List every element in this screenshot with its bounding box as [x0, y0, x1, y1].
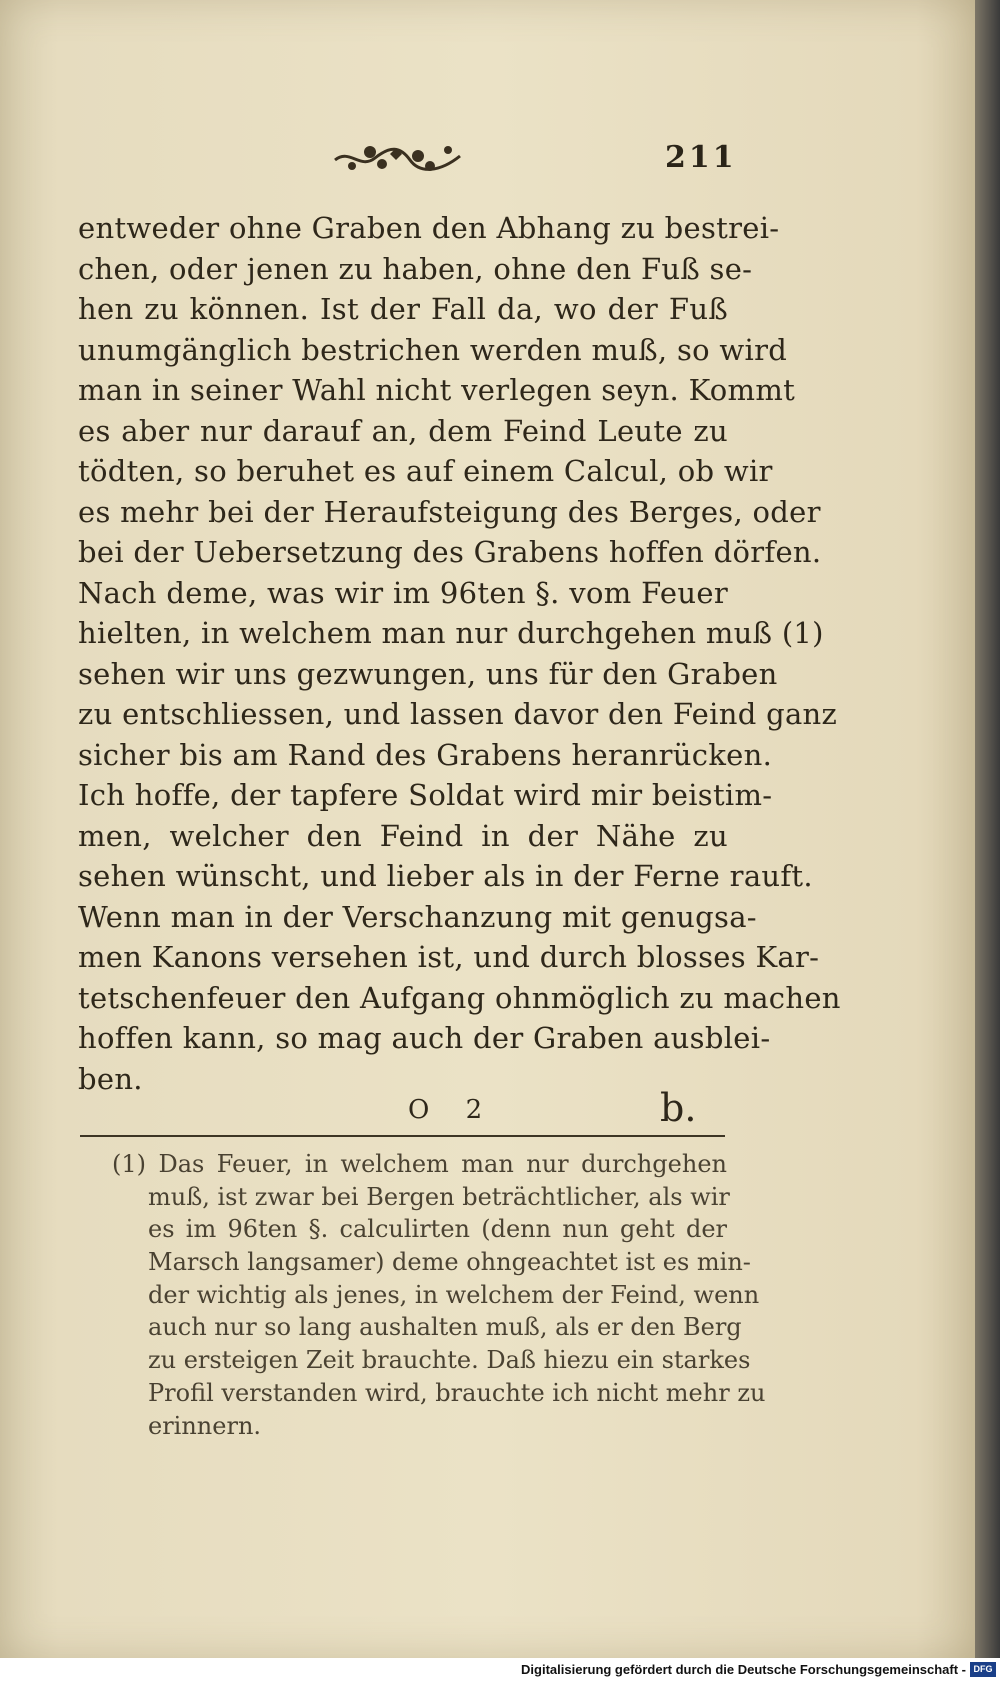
- text-line: men, welcher den Feind in der Nähe zu: [78, 818, 728, 853]
- text-line: ben.: [78, 1061, 143, 1096]
- text-line: Nach deme, was wir im 96ten §. vom Feuer: [78, 575, 728, 610]
- text-line: hoffen kann, so mag auch der Graben ausblei-: [78, 1021, 771, 1055]
- text-line: unumgänglich bestrichen werden muß, so wird: [78, 332, 788, 367]
- text-line: Ich hoffe, der tapfere Soldat wird mir beistim-: [78, 778, 773, 812]
- text-line: zu entschliessen, und lassen davor den Feind ganz: [78, 697, 838, 731]
- text-line: tödten, so beruhet es auf einem Calcul, ob wir: [78, 454, 773, 488]
- footnote-line: muß, ist zwar bei Bergen beträchtlicher, als wir: [148, 1182, 730, 1211]
- footnote-line: (1) Das Feuer, in welchem man nur durchgehen: [112, 1150, 727, 1178]
- text-line: chen, oder jenen zu haben, ohne den Fuß se-: [78, 251, 753, 286]
- dfg-logo: DFG: [970, 1662, 996, 1677]
- text-line: entweder ohne Graben den Abhang zu bestrei-: [78, 211, 780, 245]
- footnote-rule: [80, 1135, 725, 1137]
- text-line: tetschenfeuer den Aufgang ohnmöglich zu machen: [78, 980, 841, 1015]
- credit-text: Digitalisierung gefördert durch die Deutsche Forschungsgemeinschaft -: [521, 1662, 966, 1677]
- footnote-line: zu ersteigen Zeit brauchte. Daß hiezu ein starkes: [148, 1346, 751, 1375]
- footnote-line: der wichtig als jenes, in welchem der Feind, wenn: [148, 1280, 760, 1309]
- footnote-line: auch nur so lang aushalten muß, als er den Berg: [148, 1313, 742, 1342]
- printer-ornament: [330, 138, 465, 180]
- text-line: man in seiner Wahl nicht verlegen seyn. Kommt: [78, 373, 796, 407]
- text-line: men Kanons versehen ist, und durch blosses Kar-: [78, 940, 820, 974]
- footnote: [112, 1148, 766, 1442]
- text-line: Wenn man in der Verschanzung mit genugsa-: [78, 899, 757, 934]
- footnote-line: erinnern.: [148, 1411, 262, 1440]
- footnote-line: Profil verstanden wird, brauchte ich nicht mehr zu: [148, 1378, 766, 1407]
- page-number: 211: [665, 140, 737, 175]
- text-line: es mehr bei der Heraufsteigung des Berges, oder: [78, 494, 821, 529]
- text-line: sehen wir uns gezwungen, uns für den Graben: [78, 656, 778, 691]
- text-line: bei der Uebersetzung des Grabens hoffen dörfen.: [78, 535, 822, 569]
- text-line: hen zu können. Ist der Fall da, wo der Fuß: [78, 292, 728, 326]
- signature-mark: O 2: [408, 1095, 497, 1125]
- catchword: b.: [660, 1086, 697, 1130]
- text-line: hielten, in welchem man nur durchgehen muß (1): [78, 616, 824, 650]
- text-line: sehen wünscht, und lieber als in der Ferne rauft.: [78, 859, 813, 893]
- text-line: es aber nur darauf an, dem Feind Leute zu: [78, 413, 728, 448]
- main-text: [78, 208, 841, 1099]
- text-line: sicher bis am Rand des Grabens heranrücken.: [78, 737, 773, 772]
- digitization-credit: [0, 1658, 1000, 1681]
- footnote-line: es im 96ten §. calculirten (denn nun geht der: [148, 1215, 727, 1244]
- footnote-line: Marsch langsamer) deme ohngeachtet ist es min-: [148, 1248, 751, 1277]
- scan-edge: [975, 0, 1000, 1658]
